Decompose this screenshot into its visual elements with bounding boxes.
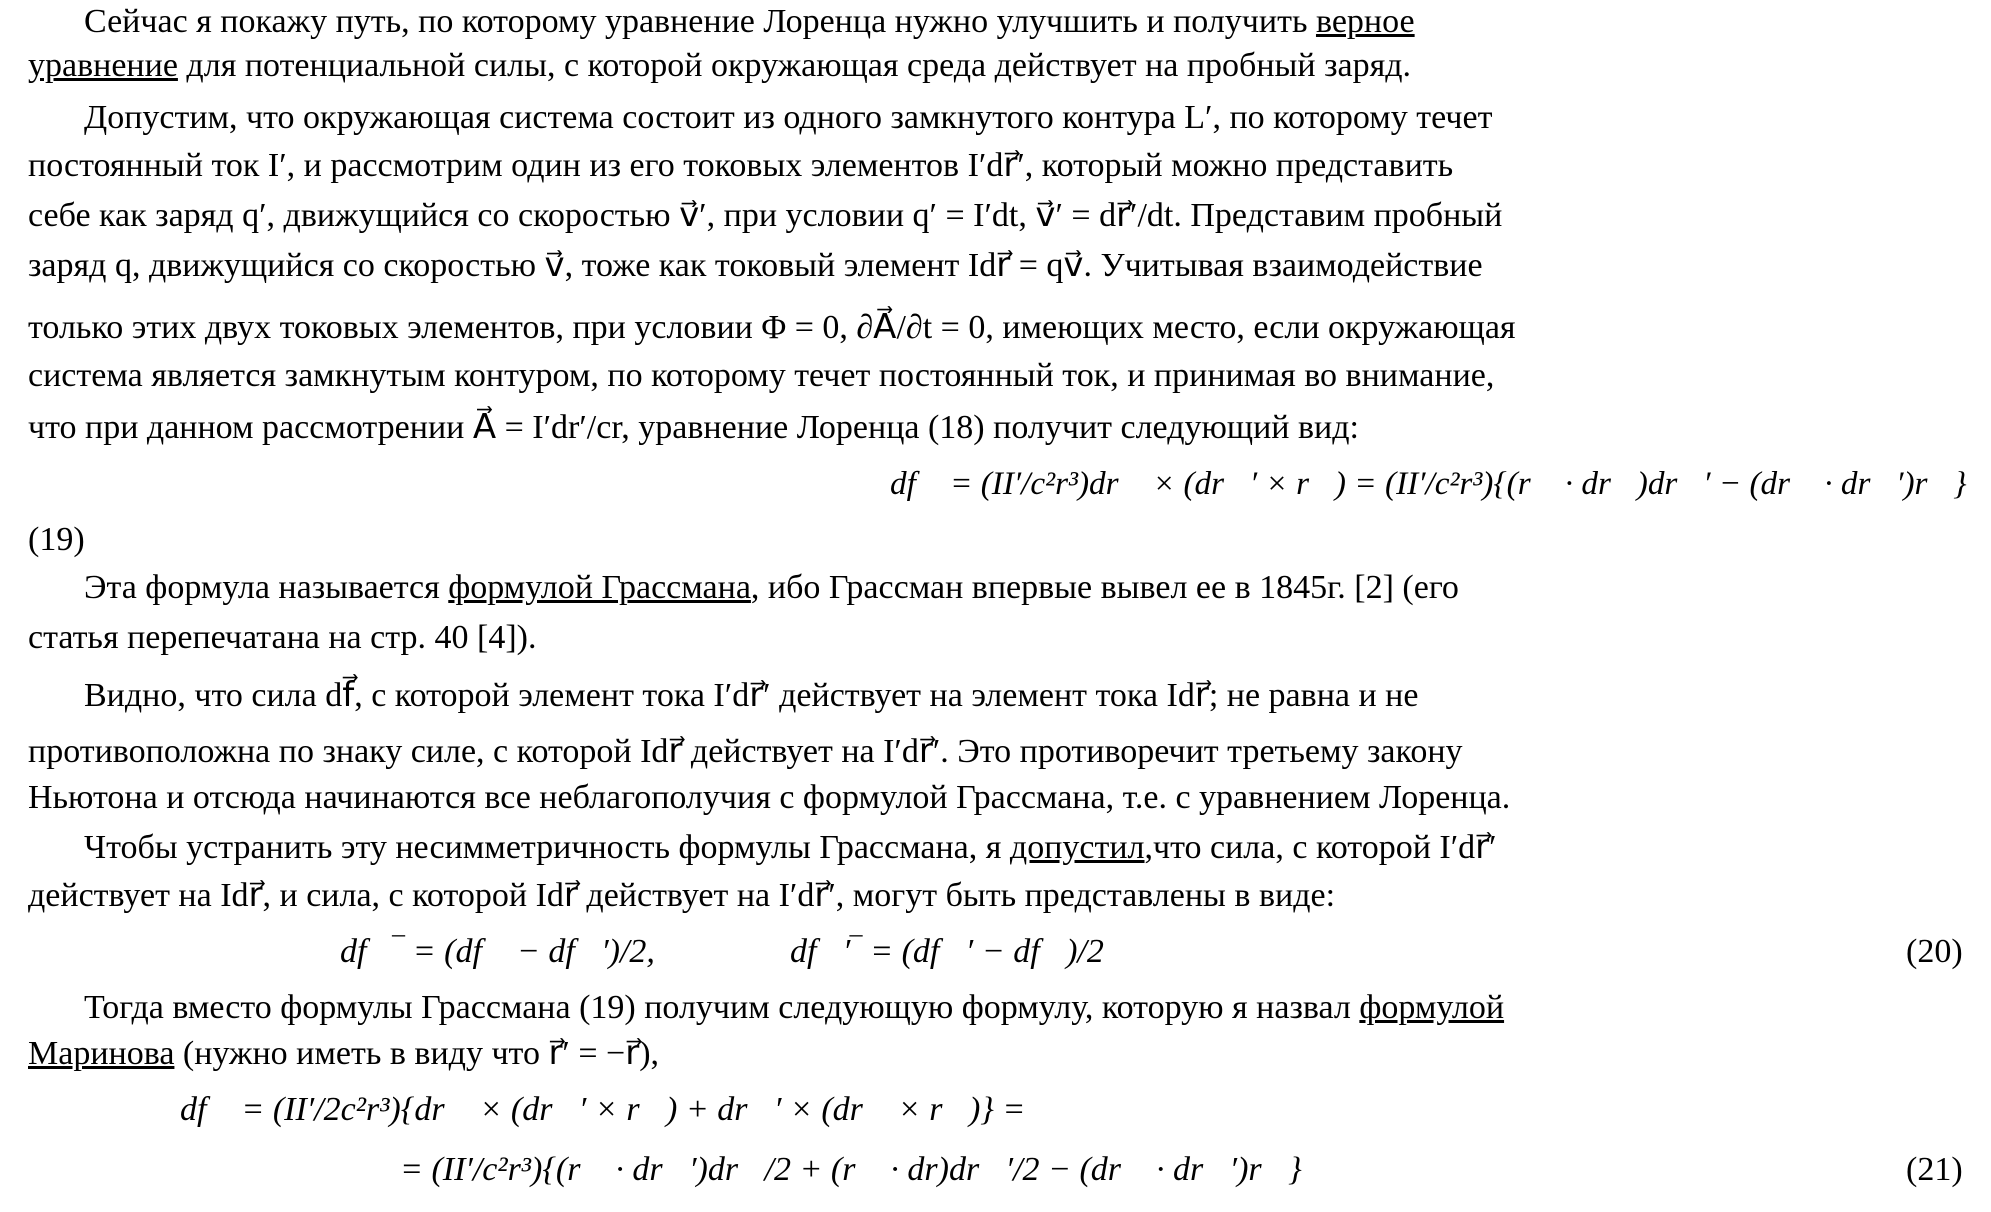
paragraph-2-line-5: только этих двух токовых элементов, при условии Φ = 0, ∂A⃗/∂t = 0, имеющих место, если окружающая <box>28 309 1516 346</box>
paragraph-2-line-1: Допустим, что окружающая система состоит из одного замкнутого контура L′, по которому течет <box>84 99 1493 136</box>
underlined-term: верное <box>1315 3 1415 40</box>
equation-19-number: (19) <box>28 521 85 558</box>
paragraph-4-line-1: Видно, что сила df⃗, с которой элемент тока I′dr⃗′ действует на элемент тока Idr⃗; не равна и не <box>84 677 1419 714</box>
text: для потенциальной силы, с которой окружающая среда действует на пробный заряд. <box>177 47 1412 84</box>
text: ,что сила, с которой I′dr⃗′ <box>1144 829 1497 866</box>
paragraph-5-line-1 <box>84 828 1497 868</box>
paragraph-1-line-2 <box>28 46 1411 86</box>
text: Тогда вместо формулы Грассмана (19) получим следующую формулу, которую я назвал <box>84 989 1360 1026</box>
equation-21-line-2: = (II′/c²r³){(r⃗ · dr⃗′)dr⃗/2 + (r⃗ · dr)dr⃗′/2 − (dr⃗ · dr⃗′)r⃗} <box>400 1151 1302 1188</box>
paragraph-3-line-1 <box>84 568 1459 608</box>
equation-21-number: (21) <box>1906 1151 1963 1188</box>
underlined-term: допустил <box>1009 829 1145 866</box>
paragraph-3-line-2: статья перепечатана на стр. 40 [4]). <box>28 619 537 656</box>
equation-20-part-a: df⃗‾ = (df⃗ − df⃗′)/2, <box>340 933 655 970</box>
underlined-term: Маринова <box>28 1035 175 1072</box>
paragraph-1-line-1 <box>84 2 1415 42</box>
paragraph-2-line-4: заряд q, движущийся со скоростью v⃗, тоже как токовый элемент Idr⃗ = qv⃗. Учитывая взаимодействие <box>28 247 1483 284</box>
equation-19: df⃗ = (II′/c²r³)dr⃗ × (dr⃗′ × r⃗) = (II′/c²r³){(r⃗ · dr⃗)dr⃗′ − (dr⃗ · dr⃗′)r⃗} <box>890 465 1967 502</box>
equation-20-part-b: df⃗′‾ = (df⃗′ − df⃗)/2 <box>790 933 1104 970</box>
underlined-term: формулой Грассмана <box>448 569 751 606</box>
paragraph-2-line-6: система является замкнутым контуром, по которому течет постоянный ток, и принимая во внимание, <box>28 357 1495 394</box>
paragraph-4-line-3: Ньютона и отсюда начинаются все неблагополучия с формулой Грассмана, т.е. с уравнением Лоренца. <box>28 779 1511 816</box>
equation-20-number: (20) <box>1906 933 1963 970</box>
text: , ибо Грассман впервые вывел ее в 1845г. [2] (его <box>750 569 1459 606</box>
paragraph-2-line-2: постоянный ток I′, и рассмотрим один из его токовых элементов I′dr⃗′, который можно представить <box>28 147 1454 184</box>
paragraph-6-line-2 <box>28 1034 659 1074</box>
text: Сейчас я покажу путь, по которому уравнение Лоренца нужно улучшить и получить <box>84 3 1308 40</box>
paragraph-4-line-2: противоположна по знаку силе, с которой Idr⃗ действует на I′dr⃗′. Это противоречит третьему закону <box>28 733 1463 770</box>
text: Эта формула называется <box>84 569 449 606</box>
text: (нужно иметь в виду что r⃗′ = −r⃗), <box>174 1035 660 1072</box>
paragraph-2-line-7: что при данном рассмотрении A⃗ = I′dr′/cr, уравнение Лоренца (18) получит следующий вид: <box>28 409 1359 446</box>
paragraph-5-line-2: действует на Idr⃗, и сила, с которой Idr⃗ действует на I′dr⃗′, могут быть представлены в виде: <box>28 877 1336 914</box>
paragraph-6-line-1 <box>84 988 1504 1028</box>
underlined-term: формулой <box>1359 989 1505 1026</box>
paragraph-2-line-3: себе как заряд q′, движущийся со скоростью v⃗′, при условии q′ = I′dt, v⃗′ = dr⃗′/dt. Представим пробный <box>28 197 1503 234</box>
underlined-term: уравнение <box>28 47 178 84</box>
text: Чтобы устранить эту несимметричность формулы Грассмана, я <box>84 829 1010 866</box>
equation-21-line-1: df⃗ = (II′/2c²r³){dr⃗ × (dr⃗′ × r⃗) + dr⃗′ × (dr⃗ × r⃗)} = <box>180 1091 1026 1128</box>
